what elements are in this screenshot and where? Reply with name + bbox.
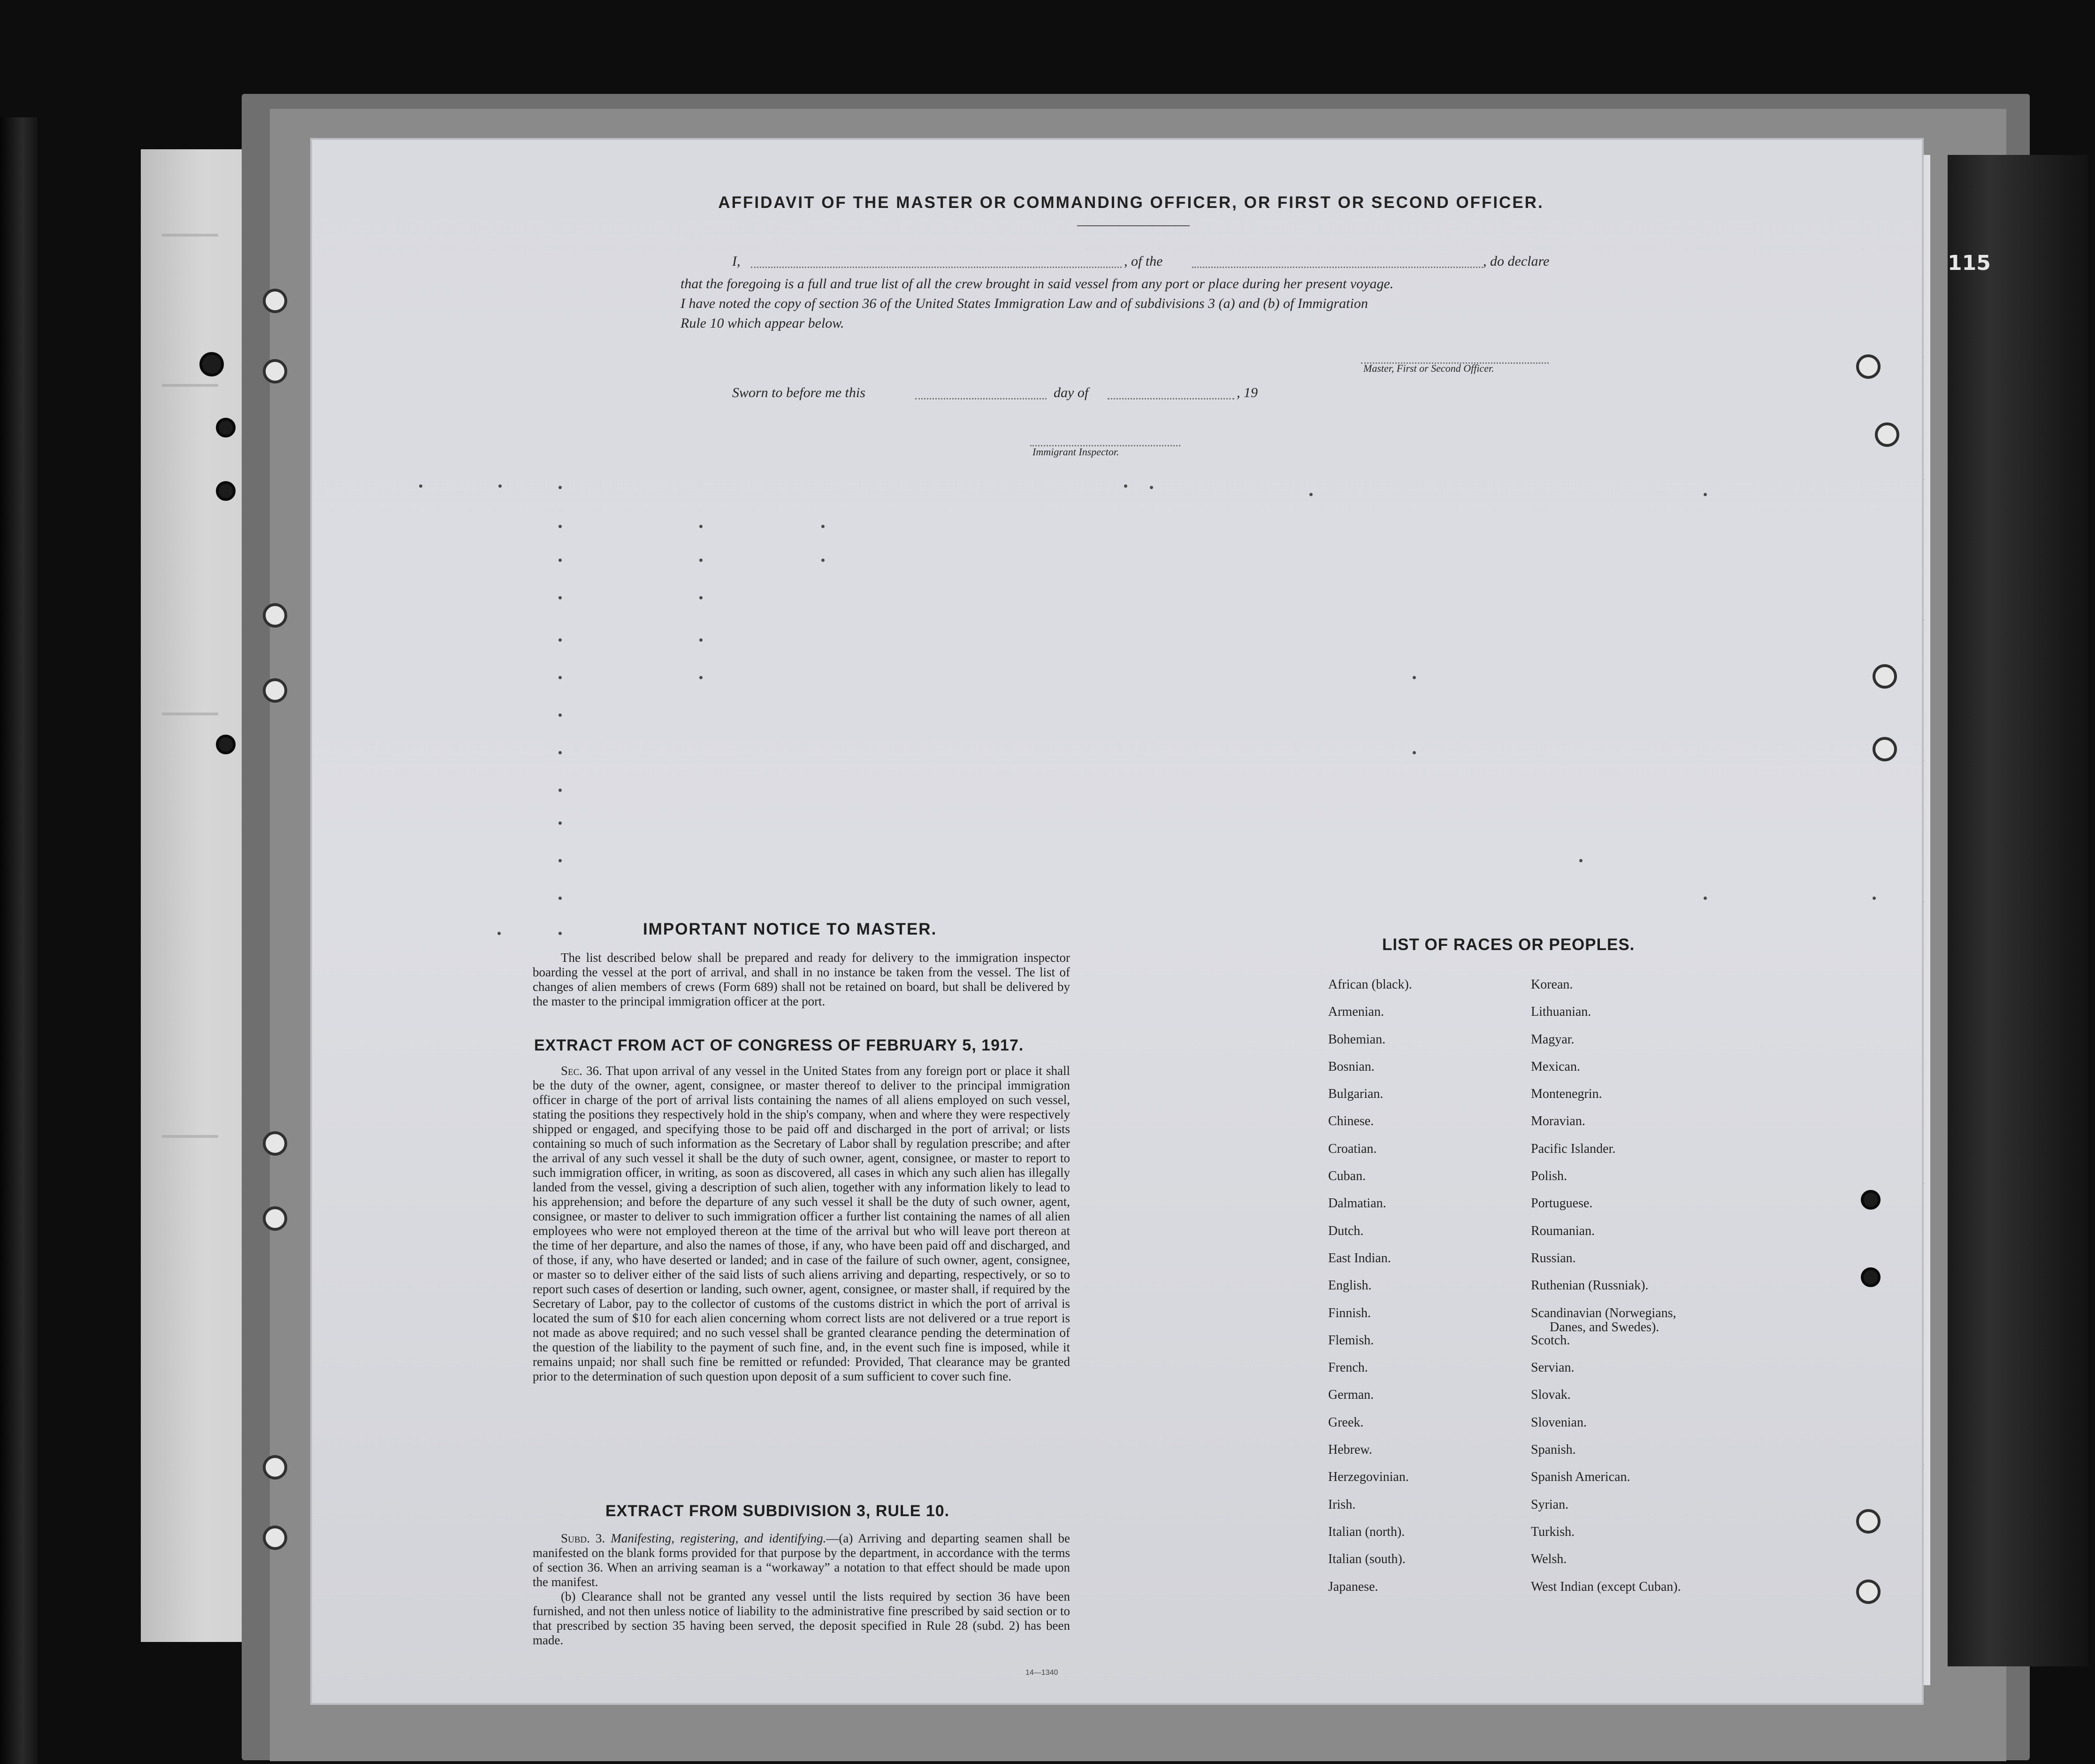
punch-hole-icon: [1856, 1580, 1881, 1604]
punch-hole-icon: [263, 1131, 287, 1156]
races-right-column: [1531, 978, 1681, 1607]
year-label: , 19: [1237, 385, 1258, 400]
race-item: West Indian (except Cuban).: [1531, 1579, 1681, 1594]
race-item: Roumanian.: [1531, 1223, 1595, 1238]
race-item: Pacific Islander.: [1531, 1141, 1616, 1156]
sworn-day-blank: [915, 398, 1047, 399]
punch-hole-icon: [263, 359, 287, 383]
race-item: English.: [1328, 1278, 1372, 1293]
subd-3-para-b: (b) Clearance shall not be granted any vessel until the lists required by section 36 have been furnished, and not then unless notice of liability to the administrative fine prescribed by said section or to that prescribed by section 35 having been served, the deposit specified in Rule 28 (subd. 2) has been made.: [533, 1589, 1070, 1647]
sec-36-text: That upon arrival of any vessel in the United States from any foreign port or place it shall be the duty of the owner, agent, consignee, or master thereof to deliver to the principal immigration officer in charge of the port of arrival lists containing the names of all aliens employed on such vessel, stating the positions they respectively hold in the ship's company, when and where they were respectively shipped or engaged, and specifying those to be paid off and discharged in the port of arrival; or lists containing so much of such information as the Secretary of Labor shall by regulation prescribe; and after the arrival of any such vessel it shall be the duty of such owner, agent, consignee, or master to report to such immigration officer, in writing, as soon as discovered, all cases in which any such alien has illegally landed from the vessel, giving a description of such alien, together with any information likely to lead to his apprehension; and before the departure of any such vessel it shall be the duty of such owner, agent, consignee, or master to deliver to such immigration officer a further list containing the names of all alien employees who were not employed thereon at the time of the arrival but who will leave port thereon at the time of her departure, and also the names of those, if any, who have been paid off and discharged, and of those, if any, who have deserted or landed; and in case of the failure of such owner, agent, consignee, or master so to deliver either of the said lists of such aliens arriving and departing, respectively, or so to report such cases of desertion or landing, such owner, agent, consignee, or master shall, if required by the Secretary of Labor, pay to the collector of customs of the customs district in which the port of arrival is located the sum of $10 for each alien concerning whom correct lists are not delivered or a true report is not made as above required; and no such vessel shall be granted clearance pending the determination of the question of the liability to the payment of such fine, and, in the event such fine is imposed, while it remains unpaid; nor shall such fine be remitted or refunded: Provided, That clearance may be granted prior to the determination of such question upon deposit of a sum sufficient to cover such fine.: [533, 1064, 1070, 1383]
race-item: Servian.: [1531, 1360, 1575, 1375]
extract-rule-title: EXTRACT FROM SUBDIVISION 3, RULE 10.: [605, 1502, 950, 1520]
race-item: Bosnian.: [1328, 1059, 1375, 1074]
race-item-text: Scandinavian (Norwegians,: [1531, 1305, 1676, 1320]
punch-hole-icon: [216, 735, 236, 754]
race-item: Chinese.: [1328, 1114, 1374, 1129]
race-item: Turkish.: [1531, 1524, 1575, 1539]
punch-hole-icon: [216, 418, 236, 437]
race-item: Mexican.: [1531, 1059, 1580, 1074]
race-item: Slovak.: [1531, 1388, 1571, 1403]
punch-hole-icon: [199, 352, 224, 376]
affidavit-i: I,: [732, 253, 741, 269]
race-item: Japanese.: [1328, 1579, 1378, 1594]
race-item: Dalmatian.: [1328, 1196, 1386, 1211]
affidavit-line-3: I have noted the copy of section 36 of the United States Immigration Law and of subdivisions 3 (a) and (b) of Immigration: [680, 296, 1368, 311]
punch-hole-icon: [263, 1206, 287, 1231]
subd-3-para-a: —(a) Arriving and departing seamen shall be manifested on the blank forms provided for that purpose by the department, in accordance with the terms of section 36. When an arriving seaman is a “workaway” a notation to that effect should be made upon the manifest.: [533, 1531, 1070, 1589]
race-item: Portuguese.: [1531, 1196, 1593, 1211]
page-number: 115: [1948, 251, 1991, 275]
notice-body: [533, 951, 1070, 1009]
affidavit-title: AFFIDAVIT OF THE MASTER OR COMMANDING OFFICER, OR FIRST OR SECOND OFFICER.: [718, 193, 1544, 212]
affidavit-do-declare: , do declare: [1483, 253, 1550, 269]
race-item: Montenegrin.: [1531, 1087, 1602, 1102]
punch-hole-icon: [216, 481, 236, 501]
race-item: Syrian.: [1531, 1497, 1569, 1512]
race-item: Cuban.: [1328, 1169, 1366, 1184]
punch-hole-icon: [1856, 1509, 1881, 1534]
sworn-label: Sworn to before me this: [732, 385, 865, 400]
race-item-continuation: Danes, and Swedes).: [1550, 1319, 1659, 1335]
race-item: Scotch.: [1531, 1333, 1570, 1348]
punch-hole-icon: [263, 1455, 287, 1480]
race-item: Flemish.: [1328, 1333, 1374, 1348]
race-item: Bulgarian.: [1328, 1087, 1384, 1102]
punch-hole-icon: [1861, 1190, 1881, 1210]
race-item: Finnish.: [1328, 1305, 1371, 1320]
race-item: Greek.: [1328, 1415, 1364, 1430]
day-of-label: day of: [1054, 385, 1089, 400]
punch-hole-icon: [263, 289, 287, 313]
name-blank: [751, 267, 1122, 268]
subd-3-heading: Manifesting, registering, and identifying.: [611, 1531, 826, 1545]
race-item: Polish.: [1531, 1169, 1567, 1184]
extract-rule-body: [533, 1531, 1070, 1648]
race-item: Armenian.: [1328, 1005, 1384, 1020]
sec-36-label: Sec. 36.: [561, 1064, 602, 1078]
race-item: African (black).: [1328, 977, 1412, 992]
race-item: German.: [1328, 1388, 1374, 1403]
notice-title: IMPORTANT NOTICE TO MASTER.: [643, 920, 937, 938]
extract-act-body: [533, 1064, 1070, 1384]
race-item: Korean.: [1531, 977, 1573, 992]
race-item: Spanish American.: [1531, 1470, 1630, 1485]
punch-hole-icon: [1873, 737, 1897, 761]
title-rule: [1077, 225, 1190, 226]
race-item: French.: [1328, 1360, 1368, 1375]
race-item: Lithuanian.: [1531, 1005, 1591, 1020]
punch-hole-icon: [1856, 354, 1881, 379]
punch-hole-icon: [1861, 1267, 1881, 1287]
race-item: Italian (north).: [1328, 1524, 1405, 1539]
affidavit-line-4: Rule 10 which appear below.: [680, 315, 844, 331]
punch-hole-icon: [263, 603, 287, 628]
punch-hole-icon: [263, 678, 287, 703]
affidavit-of-the: , of the: [1124, 253, 1163, 269]
race-item: Magyar.: [1531, 1032, 1575, 1047]
race-item: Russian.: [1531, 1250, 1576, 1265]
race-item: Spanish.: [1531, 1442, 1576, 1457]
races-title: LIST OF RACES OR PEOPLES.: [1382, 936, 1635, 954]
form-code: 14—1340: [1025, 1669, 1058, 1677]
race-item: East Indian.: [1328, 1250, 1391, 1265]
scan-left-edge: [0, 117, 38, 1764]
punch-hole-icon: [1875, 422, 1899, 447]
notice-body-text: The list described below shall be prepared and ready for delivery to the immigration inspector boarding the vessel at the port of arrival, and shall in no instance be taken from the vessel. The list of changes of alien members of crews (Form 689) shall not be retained on board, but shall be delivered by the master to the principal immigration officer at the port.: [533, 951, 1070, 1008]
affidavit-line-2: that the foregoing is a full and true list of all the crew brought in said vessel from any port or place during her present voyage.: [680, 276, 1394, 291]
race-item: Herzegovinian.: [1328, 1470, 1409, 1485]
immigrant-inspector-label: Immigrant Inspector.: [1032, 446, 1119, 458]
subd-3-label: Subd. 3.: [561, 1531, 605, 1545]
vessel-blank: [1192, 267, 1483, 268]
race-item: Croatian.: [1328, 1141, 1377, 1156]
sworn-month-blank: [1108, 398, 1234, 399]
race-item: Ruthenian (Russniak).: [1531, 1278, 1649, 1293]
race-item: [1531, 1306, 1681, 1334]
punch-hole-icon: [263, 1526, 287, 1550]
master-signature-label: Master, First or Second Officer.: [1363, 362, 1494, 374]
race-item: Slovenian.: [1531, 1415, 1587, 1430]
race-item: Bohemian.: [1328, 1032, 1386, 1047]
punch-hole-icon: [1873, 664, 1897, 689]
race-item: Welsh.: [1531, 1552, 1567, 1567]
race-item: Italian (south).: [1328, 1552, 1406, 1567]
races-left-column: [1328, 978, 1412, 1607]
race-item: Dutch.: [1328, 1223, 1364, 1238]
race-item: Hebrew.: [1328, 1442, 1372, 1457]
binder-right-edge: [1948, 155, 2088, 1666]
race-item: Moravian.: [1531, 1114, 1585, 1129]
extract-act-title: EXTRACT FROM ACT OF CONGRESS OF FEBRUARY 5, 1917.: [534, 1036, 1024, 1054]
race-item: Irish.: [1328, 1497, 1356, 1512]
